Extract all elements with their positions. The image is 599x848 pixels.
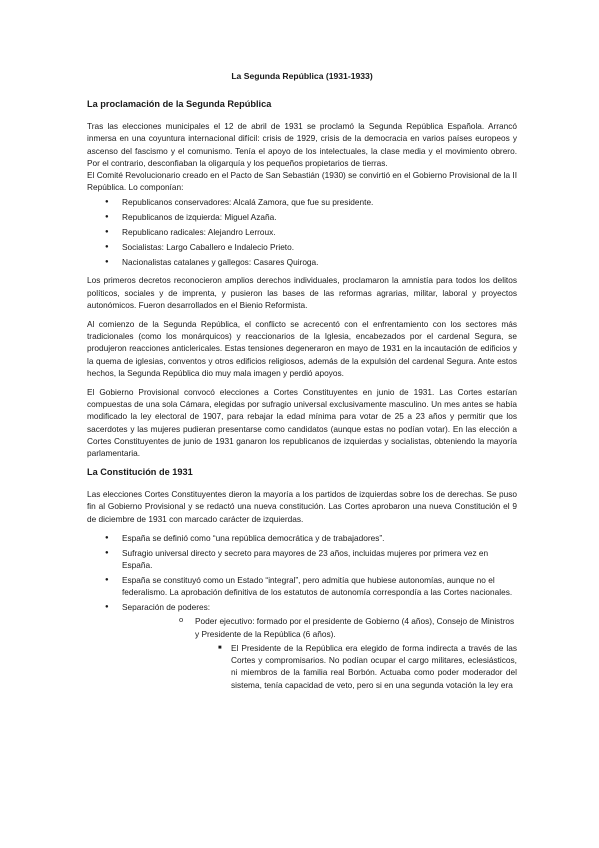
paragraph: Las elecciones Cortes Constituyentes dieron la mayoría a los partidos de izquierdas sobre los de derechas. Se puso fin al Gobierno Provisional y se redactó una nueva constitución. Las Cortes aprobaron una nueva Constitución el 9 de diciembre de 1931 con marcado carácter de izquierdas. bbox=[87, 489, 517, 524]
list-item: ● Nacionalistas catalanes y gallegos: Casares Quiroga. bbox=[87, 256, 517, 268]
list-item: ● Republicano radicales: Alejandro Lerroux. bbox=[87, 226, 517, 238]
paragraph: Al comienzo de la Segunda República, el conflicto se acrecentó con el enfrentamiento con los sectores más tradicionales (como los monárquicos) y reaccionarios de la Iglesia, encabezados por el cardenal Segura, se produjeron reacciones anticlericales. Estas tensiones degeneraron en mayo de 1931 en la incautación de edificios y la quema de iglesias, conventos y otros edificios religiosos, además de la expulsión del cardenal Segura. Ante estos hechos, la Segunda República dio muy mala imagen y perdió apoyos. bbox=[87, 319, 517, 378]
constitution-features-list bbox=[87, 532, 517, 691]
list-item: ● Sufragio universal directo y secreto para mayores de 23 años, incluidas mujeres por primera vez en España. bbox=[87, 547, 517, 571]
paragraph: El Comité Revolucionario creado en el Pacto de San Sebastián (1930) se convirtió en el Gobierno Provisional de la II República. Lo componían: bbox=[87, 170, 517, 193]
list-item: ● España se constituyó como un Estado “integral”, pero admitía que hubiese autonomías, aunque no el federalismo. La aprobación definitiva de los estatutos de autonomía correspondía a las Cortes nacionales. bbox=[87, 574, 517, 598]
section-heading-constitucion: La Constitución de 1931 bbox=[87, 467, 193, 478]
sub-list-item bbox=[122, 615, 517, 639]
list-item: ● Socialistas: Largo Caballero e Indalecio Prieto. bbox=[87, 241, 517, 253]
sub-list-item-text: Poder ejecutivo: formado por el presidente de Gobierno (4 años), Consejo de Ministros y Presidente de la República (6 años). bbox=[195, 616, 515, 639]
sub-sub-list-item: ■ El Presidente de la República era elegido de forma indirecta a través de las Cortes y compromisarios. No podían ocupar el cargo militares, eclesiásticos, ni miembros de la familia real Borbón. Actuaba como poder moderador del sistema, tenía capacidad de veto, pero si en una segunda votación la ley era bbox=[122, 642, 517, 691]
sub-list bbox=[122, 615, 517, 639]
paragraph: Tras las elecciones municipales el 12 de abril de 1931 se proclamó la Segunda República Española. Arrancó inmersa en una coyuntura internacional difícil: crisis de 1929, crisis de la democracia en varios países europeos y ascenso del fascismo y el comunismo. Tenía el apoyo de los intelectuales, la clase media y el movimiento obrero. Por el contrario, desconfiaban la oligarquía y los pequeños propietarios de tierras. bbox=[87, 121, 517, 168]
list-item bbox=[87, 601, 517, 690]
list-item: ● Republicanos conservadores: Alcalá Zamora, que fue su presidente. bbox=[87, 196, 517, 208]
paragraph: El Gobierno Provisional convocó elecciones a Cortes Constituyentes en junio de 1931. Las Cortes estarían compuestas de una sola Cámara, elegidas por sufragio universal exclusivamente masculino. Un mes antes se había modificado la ley electoral de 1907, para rebajar la edad mínima para votar de 25 a 23 años y permitir que los sacerdotes y las mujeres pudieran presentarse como candidatos (aunque estas no podían votar). En las elección a Cortes Constituyentes de junio de 1931 ganaron los republicanos de izquierdas y socialistas, obteniendo la mayoría parlamentaria. bbox=[87, 387, 517, 459]
list-item-label: Separación de poderes: bbox=[122, 602, 211, 613]
sub-sub-list bbox=[122, 642, 517, 691]
paragraph: Los primeros decretos reconocieron amplios derechos individuales, proclamaron la amnistía para todos los delitos políticos, sociales y de imprenta, y pusieron las bases de las reformas agrarias, militar, laboral y proyectos autonómicos. Fueron desarrollados en el Bienio Reformista. bbox=[87, 275, 517, 310]
government-members-list bbox=[87, 196, 517, 268]
document-body bbox=[87, 70, 517, 694]
list-item: ● España se definió como “una república democrática y de trabajadores”. bbox=[87, 532, 517, 544]
section-heading-proclamacion: La proclamación de la Segunda República bbox=[87, 99, 272, 110]
list-item: ● Republicanos de izquierda: Miguel Azaña. bbox=[87, 211, 517, 223]
document-title: La Segunda República (1931-1933) bbox=[231, 71, 373, 81]
